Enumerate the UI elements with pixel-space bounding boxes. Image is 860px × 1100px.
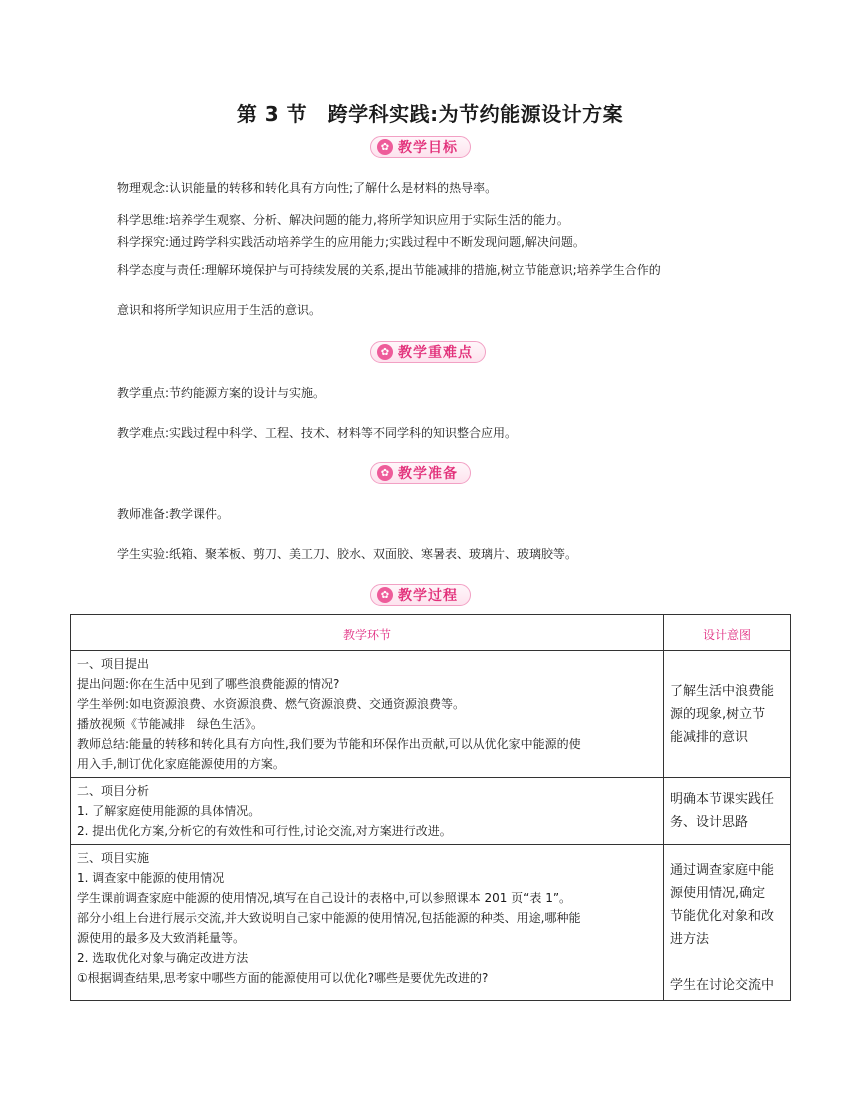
cell-line: 一、项目提出 (77, 657, 150, 671)
header-stage: 教学环节 (71, 615, 664, 651)
table-row (71, 651, 791, 778)
flower-icon: ✿ (377, 587, 393, 603)
intent-line (670, 951, 784, 974)
section-heading: 教学目标 (398, 140, 458, 156)
section-badge-process (370, 584, 471, 606)
cell-line: 二、项目分析 (77, 784, 150, 798)
preparation-line: 教师准备:教学课件。 (117, 507, 230, 521)
intent-line: 务、设计思路 (670, 815, 749, 830)
cell-line: 部分小组上台进行展示交流,并大致说明自己家中能源的使用情况,包括能源的种类、用途,哪种能 (77, 911, 581, 925)
cell-line: 2. 提出优化方案,分析它的有效性和可行性,讨论交流,对方案进行改进。 (77, 824, 452, 838)
intent-line: 源的现象,树立节 (670, 706, 766, 722)
section-heading: 教学重难点 (398, 345, 473, 361)
cell-line: 学生举例:如电资源浪费、水资源浪费、燃气资源浪费、交通资源浪费等。 (77, 697, 466, 711)
goal-line: 意识和将所学知识应用于生活的意识。 (117, 303, 322, 317)
intent-line: 学生在讨论交流中 (670, 978, 775, 993)
intent-line: 进方法 (670, 932, 710, 947)
preparation-line: 学生实验:纸箱、聚苯板、剪刀、美工刀、胶水、双面胶、寒暑表、玻璃片、玻璃胶等。 (117, 547, 578, 561)
cell-line: 学生课前调查家庭中能源的使用情况,填写在自己设计的表格中,可以参照课本 201 页“表 1”。 (77, 891, 572, 905)
cell-line: 2. 选取优化对象与确定改进方法 (77, 951, 249, 965)
stage-cell (71, 651, 664, 778)
page-title: 第 3 节 跨学科实践:为节约能源设计方案 (236, 102, 624, 126)
cell-line: 1. 调查家中能源的使用情况 (77, 871, 225, 885)
section-heading: 教学准备 (398, 466, 458, 482)
intent-line: 了解生活中浪费能 (670, 683, 775, 699)
section-heading: 教学过程 (398, 588, 458, 604)
cell-line: 三、项目实施 (77, 851, 150, 865)
table-row (71, 845, 791, 1001)
goal-line: 科学思维:培养学生观察、分析、解决问题的能力,将所学知识应用于实际生活的能力。 (117, 213, 569, 227)
key-point-line: 教学难点:实践过程中科学、工程、技术、材料等不同学科的知识整合应用。 (117, 426, 518, 440)
process-table (70, 614, 791, 1001)
goal-line: 科学态度与责任:理解环境保护与可持续发展的关系,提出节能减排的措施,树立节能意识;培养学生合作的 (117, 263, 661, 277)
flower-icon: ✿ (377, 344, 393, 360)
section-badge-preparation (370, 462, 471, 484)
intent-cell (664, 778, 791, 845)
cell-line: 提出问题:你在生活中见到了哪些浪费能源的情况? (77, 677, 340, 691)
goal-line: 科学探究:通过跨学科实践活动培养学生的应用能力;实践过程中不断发现问题,解决问题。 (117, 235, 585, 249)
intent-line: 明确本节课实践任 (670, 792, 775, 807)
section-badge-key-points (370, 341, 486, 363)
intent-line: 节能优化对象和改 (670, 909, 775, 924)
header-intent: 设计意图 (664, 615, 791, 651)
stage-cell (71, 778, 664, 845)
stage-cell (71, 845, 664, 1001)
intent-line: 通过调查家庭中能 (670, 863, 775, 878)
cell-line: 教师总结:能量的转移和转化具有方向性,我们要为节能和环保作出贡献,可以从优化家中能源的使 (77, 737, 581, 751)
table-row (71, 778, 791, 845)
intent-cell (664, 845, 791, 1001)
cell-line: 1. 了解家庭使用能源的具体情况。 (77, 804, 261, 818)
intent-line: 能减排的意识 (670, 729, 749, 745)
section-badge-goals (370, 136, 471, 158)
cell-line: 源使用的最多及大致消耗量等。 (77, 931, 246, 945)
goal-line: 物理观念:认识能量的转移和转化具有方向性;了解什么是材料的热导率。 (117, 181, 498, 195)
key-point-line: 教学重点:节约能源方案的设计与实施。 (117, 386, 326, 400)
flower-icon: ✿ (377, 139, 393, 155)
cell-line: ①根据调查结果,思考家中哪些方面的能源使用可以优化?哪些是要优先改进的? (77, 971, 489, 985)
table-header-row (71, 615, 791, 651)
flower-icon: ✿ (377, 465, 393, 481)
intent-cell (664, 651, 791, 778)
cell-line: 播放视频《节能减排 绿色生活》。 (77, 717, 264, 731)
cell-line: 用入手,制订优化家庭能源使用的方案。 (77, 757, 285, 771)
intent-line: 源使用情况,确定 (670, 886, 766, 901)
